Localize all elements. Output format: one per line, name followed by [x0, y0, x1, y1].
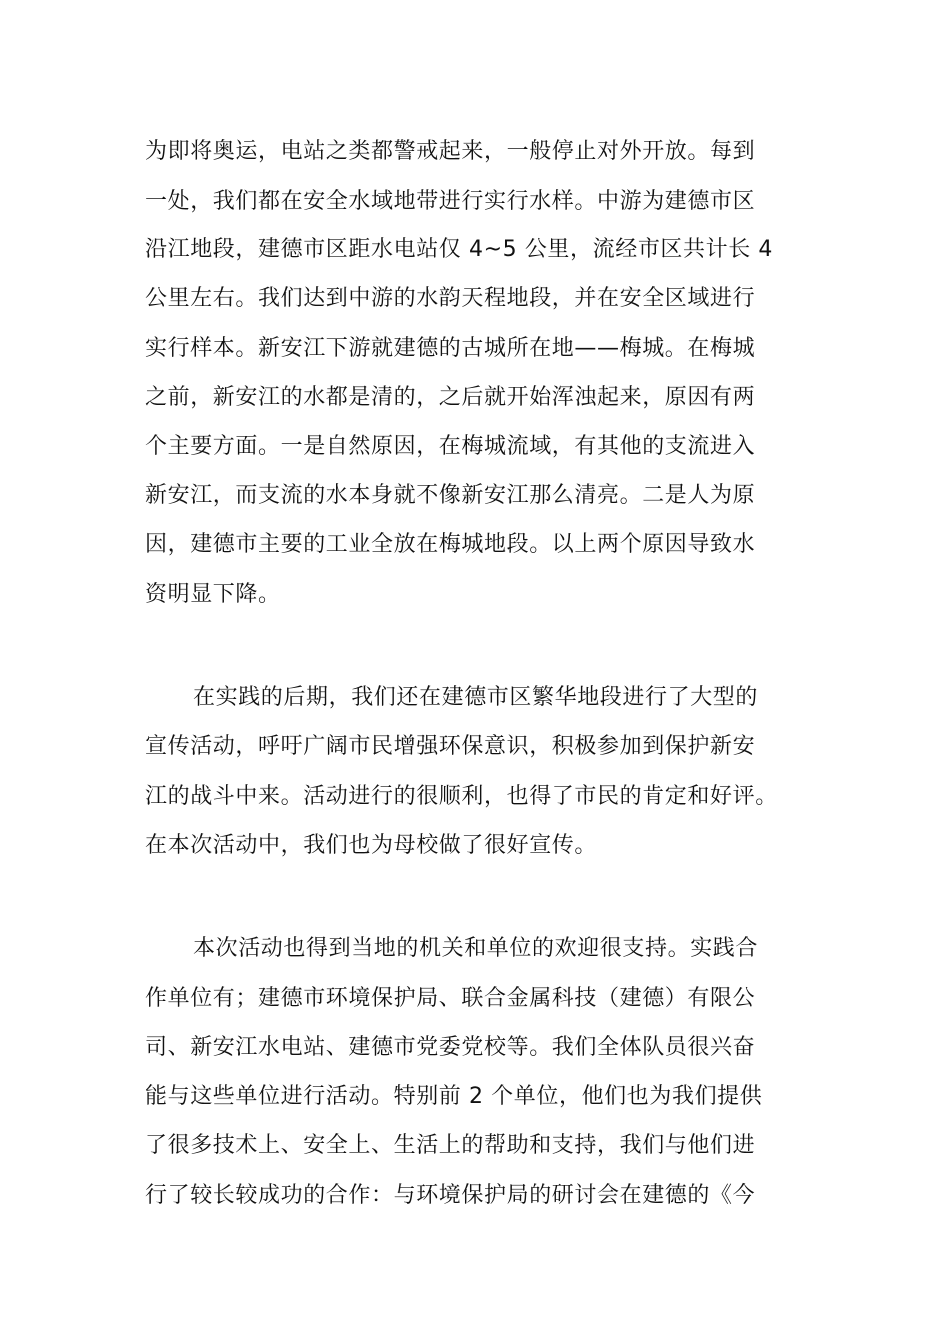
paragraph-3-line-4: 能与这些单位进行活动。特别前 2 个单位，他们也为我们提供	[145, 1084, 763, 1109]
paragraph-2-line-3: 江的战斗中来。活动进行的很顺利，也得了市民的肯定和好评。	[145, 784, 778, 809]
paragraph-1-line-8: 新安江，而支流的水本身就不像新安江那么清亮。二是人为原	[145, 483, 756, 508]
paragraph-3-line-1: 本次活动也得到当地的机关和单位的欢迎很支持。实践合	[193, 936, 759, 961]
paragraph-3-line-3: 司、新安江水电站、建德市党委党校等。我们全体队员很兴奋	[145, 1035, 756, 1060]
paragraph-1-line-5: 实行样本。新安江下游就建德的古城所在地——梅城。在梅城	[145, 336, 756, 361]
paragraph-1-line-3: 沿江地段，建德市区距水电站仅 4~5 公里，流经市区共计长 4	[145, 237, 774, 262]
paragraph-1-line-6: 之前，新安江的水都是清的，之后就开始浑浊起来，原因有两	[145, 385, 756, 410]
paragraph-3-line-6: 行了较长较成功的合作：与环境保护局的研讨会在建德的《今	[145, 1183, 756, 1208]
paragraph-3-line-2: 作单位有；建德市环境保护局、联合金属科技（建德）有限公	[145, 986, 756, 1011]
paragraph-1-line-10: 资明显下降。	[145, 582, 281, 607]
paragraph-2-line-2: 宣传活动，呼吁广阔市民增强环保意识，积极参加到保护新安	[145, 734, 756, 759]
paragraph-1-line-1: 为即将奥运，电站之类都警戒起来，一般停止对外开放。每到	[145, 139, 756, 164]
paragraph-1-line-7: 个主要方面。一是自然原因，在梅城流域，有其他的支流进入	[145, 434, 756, 459]
paragraph-3-line-5: 了很多技术上、安全上、生活上的帮助和支持，我们与他们进	[145, 1133, 756, 1158]
paragraph-2-line-4: 在本次活动中，我们也为母校做了很好宣传。	[145, 833, 598, 858]
paragraph-1-line-9: 因，建德市主要的工业全放在梅城地段。以上两个原因导致水	[145, 532, 756, 557]
paragraph-2-line-1: 在实践的后期，我们还在建德市区繁华地段进行了大型的	[193, 685, 759, 710]
paragraph-1-line-2: 一处，我们都在安全水域地带进行实行水样。中游为建德市区	[145, 189, 756, 214]
paragraph-1-line-4: 公里左右。我们达到中游的水韵天程地段，并在安全区域进行	[145, 286, 756, 311]
